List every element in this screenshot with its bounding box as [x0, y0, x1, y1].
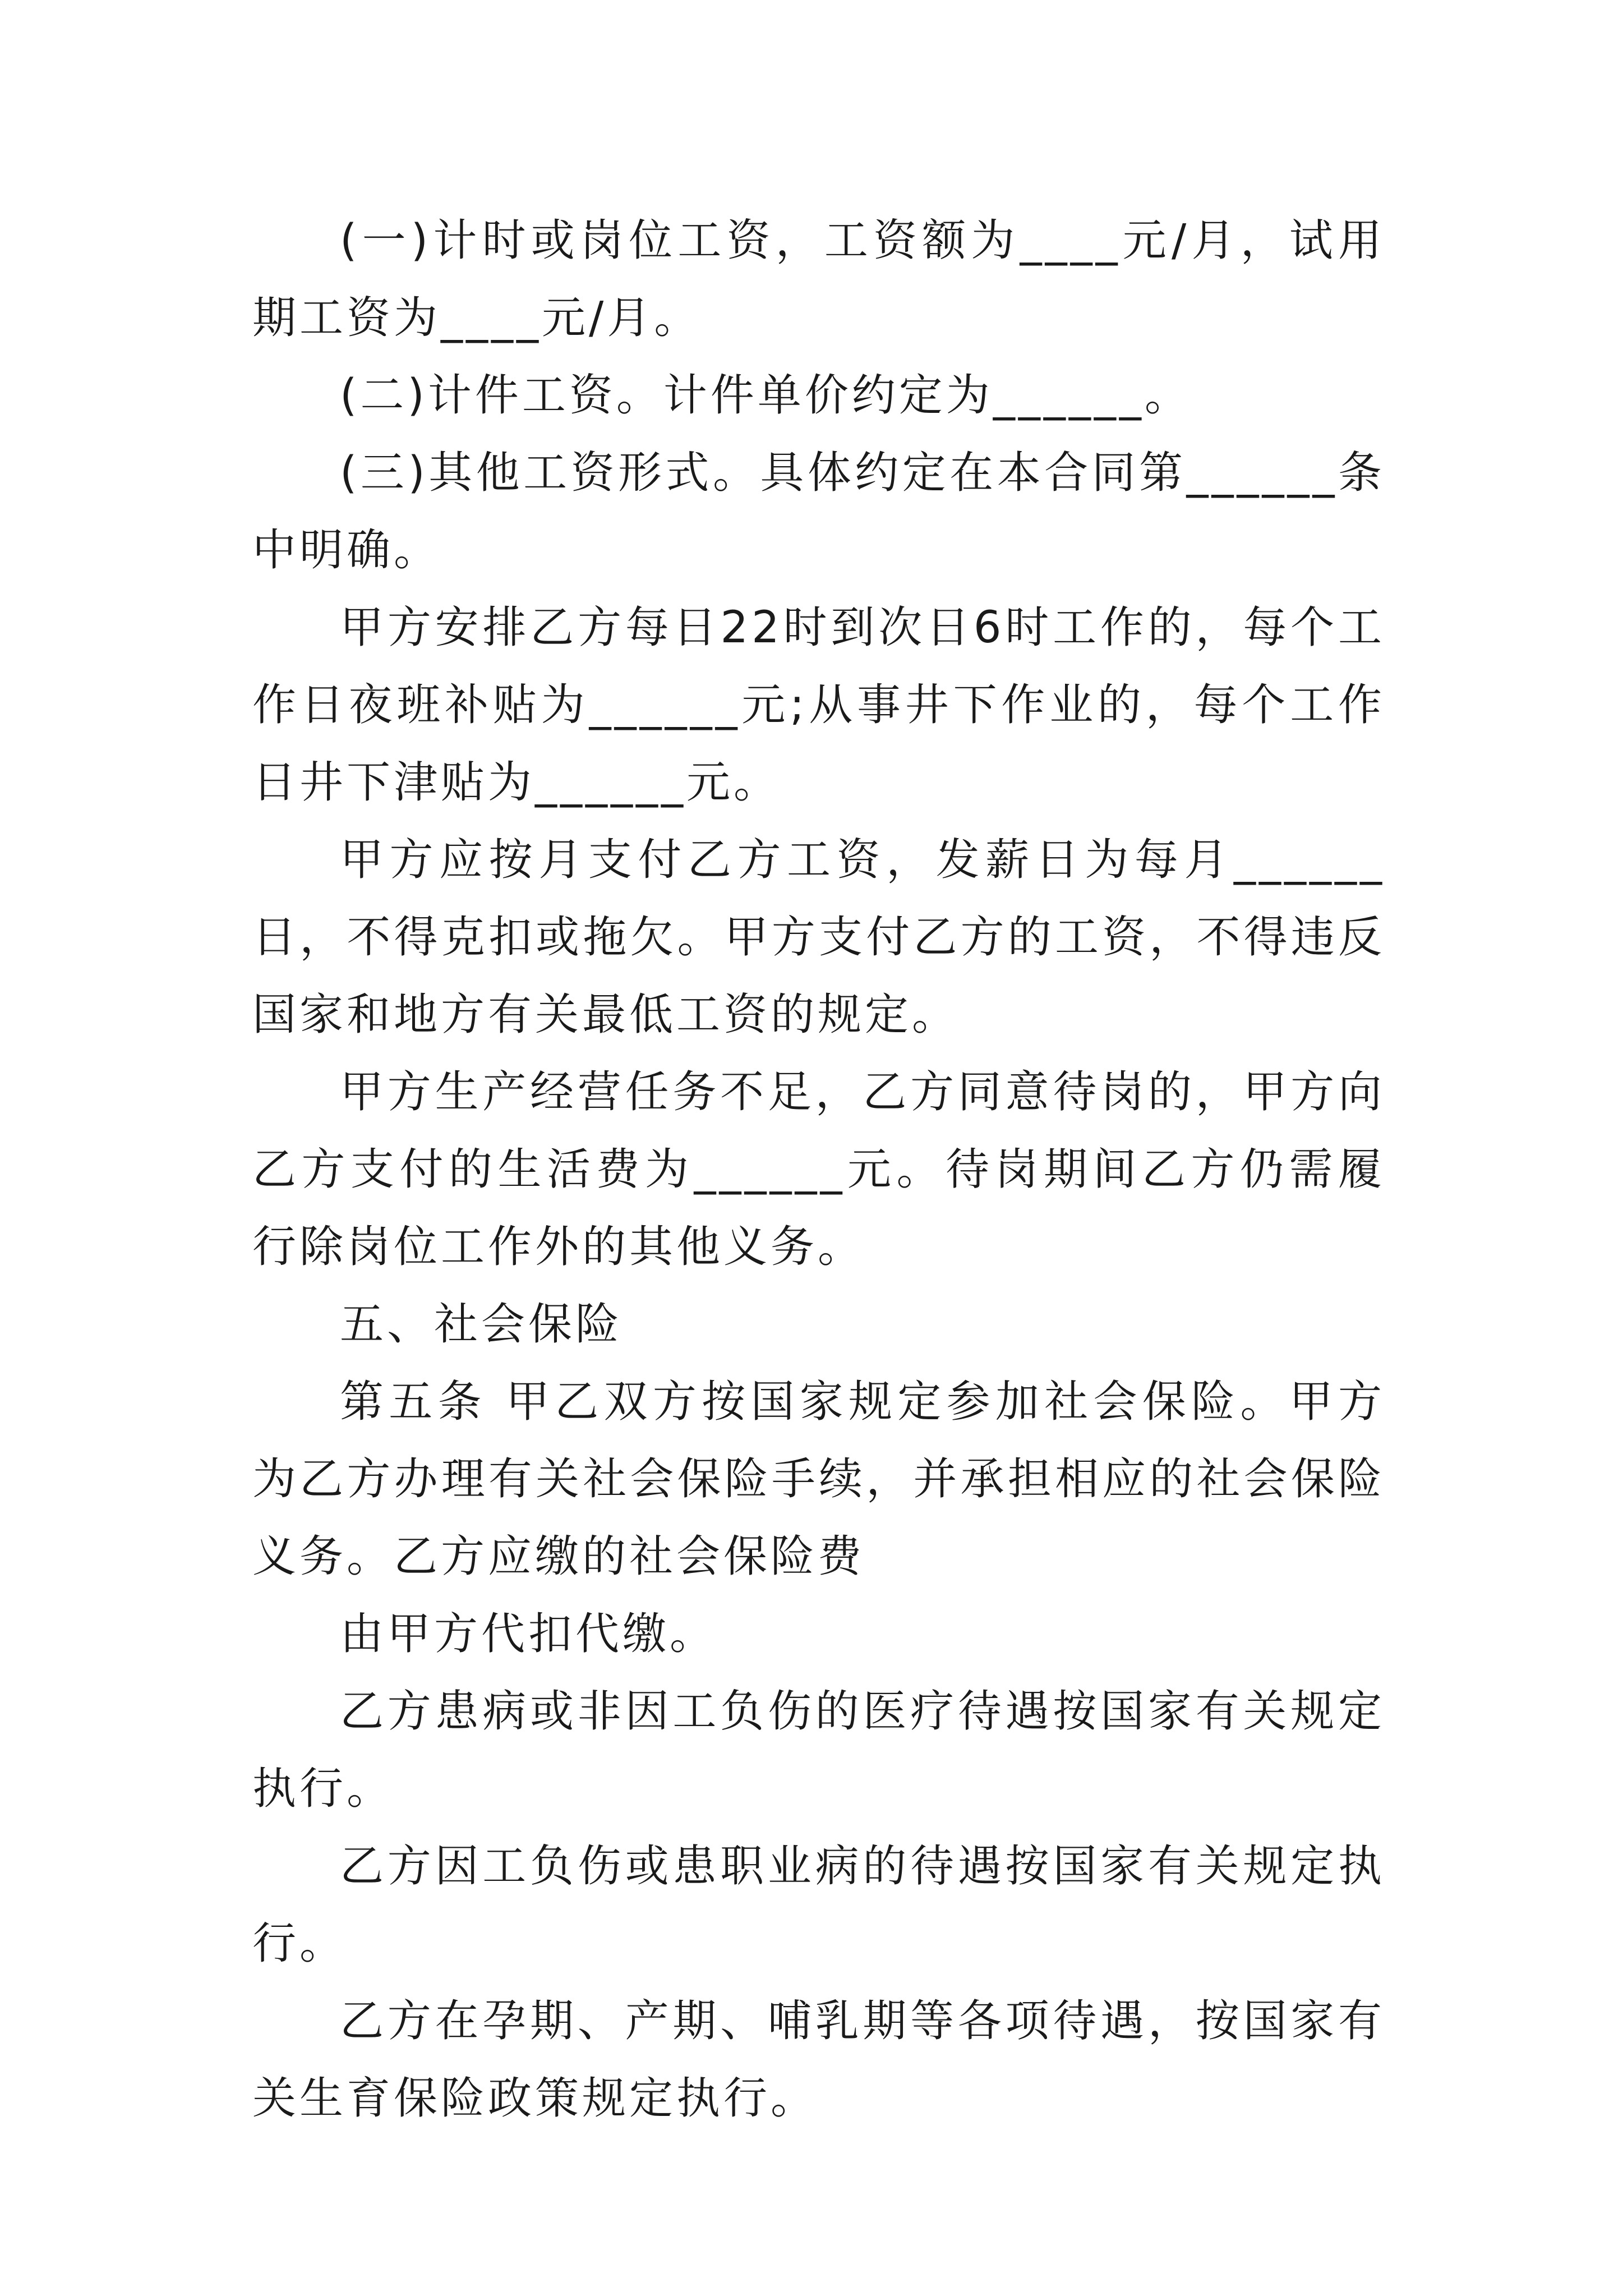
- paragraph-withholding: 由甲方代扣代缴。: [340, 1609, 717, 1659]
- paragraph-payday: 甲方应按月支付乙方工资，发薪日为每月______日，不得克扣或拖欠。甲方支付乙方的工资，不得违反国家和地方有关最低工资的规定。: [252, 835, 1385, 1040]
- paragraph-work-injury: 乙方因工负伤或患职业病的待遇按国家有关规定执行。: [252, 1841, 1385, 1969]
- paragraph-wage-other-forms: (三)其他工资形式。具体约定在本合同第______条中明确。: [252, 448, 1385, 576]
- paragraph-wage-piece-rate: (二)计件工资。计件单价约定为______。: [340, 370, 1192, 421]
- paragraph-medical-treatment: 乙方患病或非因工负伤的医疗待遇按国家有关规定执行。: [252, 1686, 1385, 1814]
- paragraph-standby-living-allowance: 甲方生产经营任务不足，乙方同意待岗的，甲方向乙方支付的生活费为______元。待岗期间乙方仍需履行除岗位工作外的其他义务。: [252, 1067, 1385, 1272]
- paragraph-article-five: 第五条 甲乙双方按国家规定参加社会保险。甲方为乙方办理有关社会保险手续，并承担相应的社会保险义务。乙方应缴的社会保险费: [252, 1377, 1385, 1582]
- section-heading-social-insurance: 五、社会保险: [340, 1299, 623, 1350]
- paragraph-maternity: 乙方在孕期、产期、哺乳期等各项待遇，按国家有关生育保险政策规定执行。: [252, 1996, 1385, 2124]
- paragraph-wage-time-based: (一)计时或岗位工资，工资额为____元/月，试用期工资为____元/月。: [252, 215, 1385, 343]
- paragraph-night-shift-allowance: 甲方安排乙方每日22时到次日6时工作的，每个工作日夜班补贴为______元;从事井下作业的，每个工作日井下津贴为______元。: [252, 602, 1385, 808]
- document-body: [252, 202, 1385, 2137]
